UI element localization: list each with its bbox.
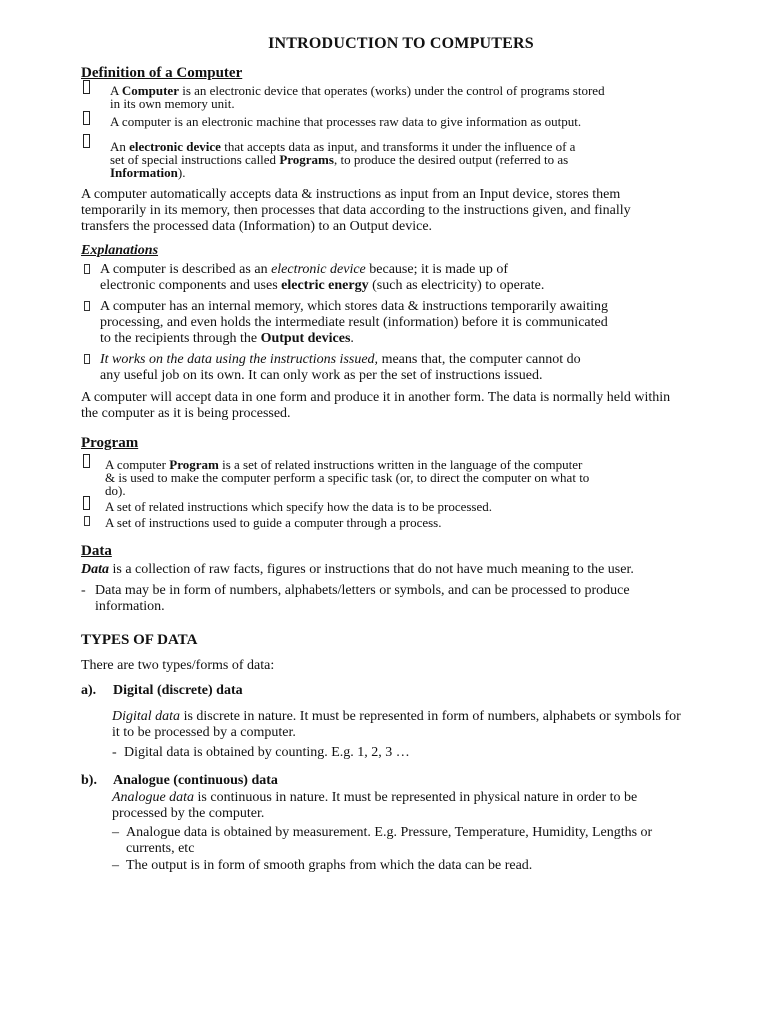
analogue-data-body (112, 790, 681, 874)
dash-bullet: – (112, 825, 119, 840)
square-bullet-icon (84, 264, 90, 274)
definition-heading: Definition of a Computer (81, 65, 243, 81)
analogue-data-definition: Analogue data is continuous in nature. It must be represented in physical nature in order to be processed by the computer. (112, 790, 638, 821)
data-bullet: - Data may be in form of numbers, alphabets/letters or symbols, and can be processed to produce information. (81, 583, 630, 614)
program-list (81, 458, 681, 529)
list-item: An electronic device that accepts data as input, and transforms it under the influence of a set of special instructions called Programs, to produce the desired output (referred to as Information). (81, 140, 681, 179)
types-heading: TYPES OF DATA (81, 632, 198, 648)
square-bullet-icon (83, 496, 90, 510)
square-bullet-icon (83, 134, 90, 148)
explanations-paragraph: A computer will accept data in one form and produce it in another form. The data is normally held within the computer as it is being processed. (81, 390, 671, 421)
page-title: INTRODUCTION TO COMPUTERS (268, 35, 534, 52)
analogue-data-bullet: – The output is in form of smooth graphs from which the data can be read. (112, 858, 533, 873)
list-item: It works on the data using the instructions issued, means that, the computer cannot do any useful job on its own. It can only work as per the set of instructions issued. (81, 352, 681, 384)
list-item: A computer has an internal memory, which stores data & instructions temporarily awaiting processing, and even holds the intermediate result (information) before it is communicated to the recipients through the Output devices. (81, 299, 681, 347)
document-page (81, 36, 681, 874)
explanations-heading: Explanations (81, 243, 159, 258)
dash-bullet: - (112, 745, 117, 760)
analogue-data-heading: b). Analogue (continuous) data (81, 773, 278, 788)
data-definition: Data is a collection of raw facts, figures or instructions that do not have much meaning to the user. (81, 562, 634, 577)
types-intro: There are two types/forms of data: (81, 658, 275, 673)
list-item: A computer is described as an electronic device because; it is made up of electronic components and uses electric energy (such as electricity) to operate. (81, 262, 681, 294)
list-item: A set of related instructions which specify how the data is to be processed. (81, 500, 681, 513)
square-bullet-icon (84, 516, 90, 526)
explanations-list (81, 262, 681, 384)
dash-bullet: - (81, 583, 86, 598)
definition-list (81, 84, 681, 179)
digital-data-definition: Digital data is discrete in nature. It must be represented in form of numbers, alphabets or symbols for it to be processed by a computer. (112, 709, 681, 740)
square-bullet-icon (83, 111, 90, 125)
digital-data-bullet: - Digital data is obtained by counting. E.g. 1, 2, 3 … (112, 745, 410, 760)
analogue-data-bullet: – Analogue data is obtained by measurement. E.g. Pressure, Temperature, Humidity, Lengths or currents, etc (112, 825, 653, 856)
definition-paragraph: A computer automatically accepts data & instructions as input from an Input device, stores them temporarily in its memory, then processes that data according to the instructions given, and finally transfers the processed data (Information) to an Output device. (81, 187, 631, 234)
list-item: A computer Program is a set of related instructions written in the language of the computer & is used to make the computer perform a specific task (or, to direct the computer on what to do). (81, 458, 681, 497)
square-bullet-icon (83, 454, 90, 468)
digital-data-heading: a). Digital (discrete) data (81, 683, 243, 698)
dash-bullet: – (112, 858, 119, 873)
list-item: A set of instructions used to guide a computer through a process. (81, 516, 681, 529)
list-item: A Computer is an electronic device that operates (works) under the control of programs stored in its own memory unit. (81, 84, 681, 110)
square-bullet-icon (83, 80, 90, 94)
square-bullet-icon (84, 354, 90, 364)
program-heading: Program (81, 435, 139, 451)
list-item: A computer is an electronic machine that processes raw data to give information as output. (81, 115, 681, 128)
digital-data-body (112, 709, 681, 761)
square-bullet-icon (84, 301, 90, 311)
data-heading: Data (81, 543, 112, 559)
